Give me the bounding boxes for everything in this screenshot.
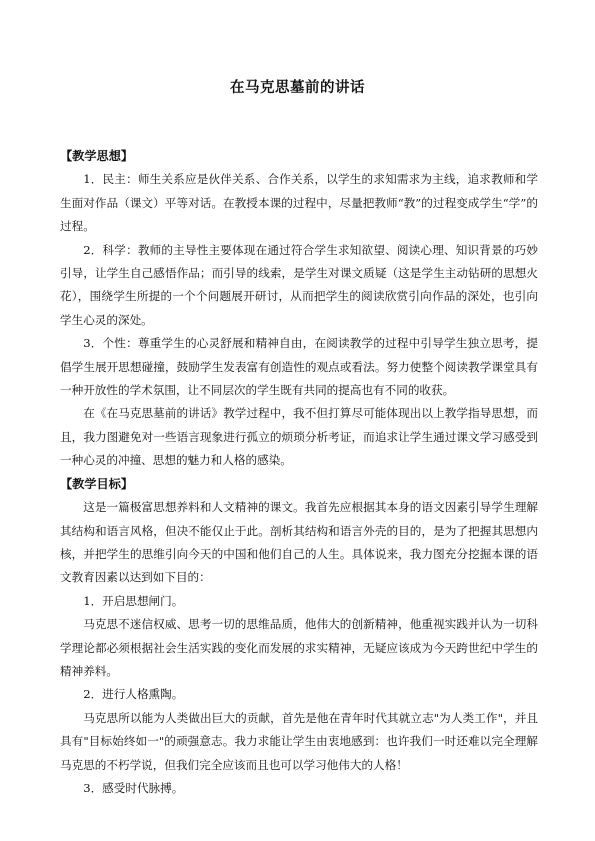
paragraph-science: 2．科学：教师的主导性主要体现在通过符合学生求知欲望、阅读心理、知识背景的巧妙引导，让学生自己感悟作品；而引导的线索，是学生对课文质疑（这是学生主动钻研的思想火花），围绕学生所提的一个个问题展开研讨，从而把学生的阅读欣赏引向作品的深处，也引向学生心灵的深处。	[60, 242, 538, 327]
goal-item-3: 3．感受时代脉搏。	[83, 780, 184, 795]
goal-item-1: 1．开启思想闸门。	[83, 593, 184, 608]
paragraph-goal-1-detail: 马克思不迷信权威、思考一切的思维品质，他伟大的创新精神，他重视实践并认为一切科学理论都必须根据社会生活实践的变化而发展的求实精神，无疑应该成为今天跨世纪中学生的精神养料。	[60, 617, 538, 678]
document-title: 在马克思墓前的讲话	[230, 80, 365, 96]
section-heading-teaching-goals: 【教学目标】	[60, 476, 134, 491]
section-heading-teaching-philosophy: 【教学思想】	[60, 149, 134, 163]
paragraph-goals-intro: 这是一篇极富思想养料和人文精神的课文。我首先应根据其本身的语文因素引导学生理解其结构和语言风格，但决不能仅止于此。剖析其结构和语言外壳的目的，是为了把握其思想内核，并把学生的思维引向今天的中国和他们自己的人生。具体说来，我力图充分挖掘本课的语文教育因素以达到如下目的：	[60, 500, 538, 585]
paragraph-democracy: 1．民主：师生关系应是伙伴关系、合作关系，以学生的求知需求为主线，追求教师和学生面对作品（课文）平等对话。在教授本课的过程中，尽量把教师“教”的过程变成学生“学”的过程。	[60, 172, 538, 234]
goal-item-2: 2．进行人格熏陶。	[83, 687, 184, 702]
paragraph-individuality: 3．个性：尊重学生的心灵舒展和精神自由，在阅读教学的过程中引导学生独立思考，提倡学生展开思想碰撞，鼓励学生发表富有创造性的观点或看法。努力使整个阅读教学课堂具有一种开放性的学术氛围，让不同层次的学生既有共同的提高也有不同的收获。	[60, 336, 538, 398]
paragraph-goal-2-detail: 马克思所以能为人类做出巨大的贡献，首先是他在青年时代其就立志"为人类工作"，并且具有"目标始终如一"的顽强意志。我力求能让学生由衷地感到：也许我们一时还难以完全理解马克思的不朽学说，但我们完全应该而且也可以学习他伟大的人格！	[60, 710, 538, 772]
paragraph-teaching-approach: 在《在马克思墓前的讲话》教学过程中，我不但打算尽可能体现出以上教学指导思想，而且，我力图避免对一些语言现象进行孤立的烦琐分析考证，而追求让学生通过课文学习感受到一种心灵的冲撞、思想的魅力和人格的感染。	[60, 406, 538, 468]
document-body	[60, 145, 538, 800]
